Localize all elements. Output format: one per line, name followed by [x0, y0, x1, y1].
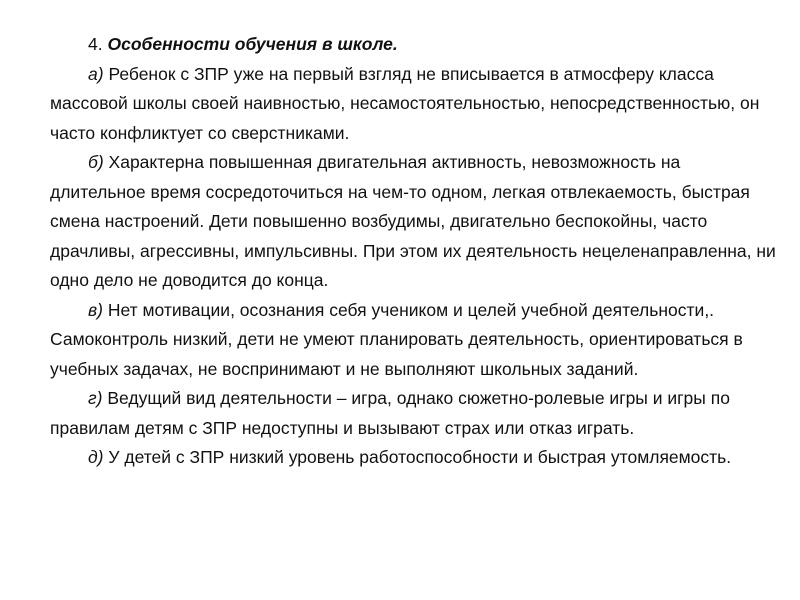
paragraph-text: Ведущий вид деятельности – игра, однако сюжетно-ролевые игры и игры по правилам детям с ЗПР недоступны и вызывают страх или отказ играть. — [50, 388, 730, 438]
paragraph-text: У детей с ЗПР низкий уровень работоспособности и быстрая утомляемость. — [108, 447, 732, 467]
paragraph-marker: г) — [88, 388, 103, 408]
text-body — [50, 30, 780, 473]
paragraph-marker: д) — [88, 447, 104, 467]
paragraph-a — [50, 60, 780, 149]
heading-title: Особенности обучения в школе. — [107, 34, 398, 54]
paragraph-text: Ребенок с ЗПР уже на первый взгляд не вписывается в атмосферу класса массовой школы своей наивностью, несамостоятельностью, непосредственностью, он часто конфликтует со сверстниками. — [50, 63, 760, 143]
paragraph-c — [50, 296, 780, 385]
paragraph-e — [50, 443, 780, 473]
paragraph-marker: а) — [88, 63, 104, 84]
paragraph-d — [50, 384, 780, 443]
section-heading — [50, 30, 780, 60]
paragraph-marker: в) — [88, 299, 103, 320]
paragraph-text: Характерна повышенная двигательная активность, невозможность на длительное время сосредоточиться на чем-то одном, легкая отвлекаемость, быстрая смена настроений. Дети повышенно возбудимы, двигательно беспокойны, часто драчливы, агрессивны, импульсивны. При этом их деятельность нецеленаправленна, ни одно дело не доводится до конца. — [50, 152, 776, 290]
paragraph-marker: б) — [88, 152, 104, 172]
heading-number: 4. — [88, 34, 103, 54]
paragraph-b — [50, 148, 780, 296]
paragraph-text: Нет мотивации, осознания себя учеником и целей учебной деятельности,. Самоконтроль низкий, дети не умеют планировать деятельность, ориентироваться в учебных задачах, не воспринимают и не выполняют школьных заданий. — [50, 299, 743, 379]
